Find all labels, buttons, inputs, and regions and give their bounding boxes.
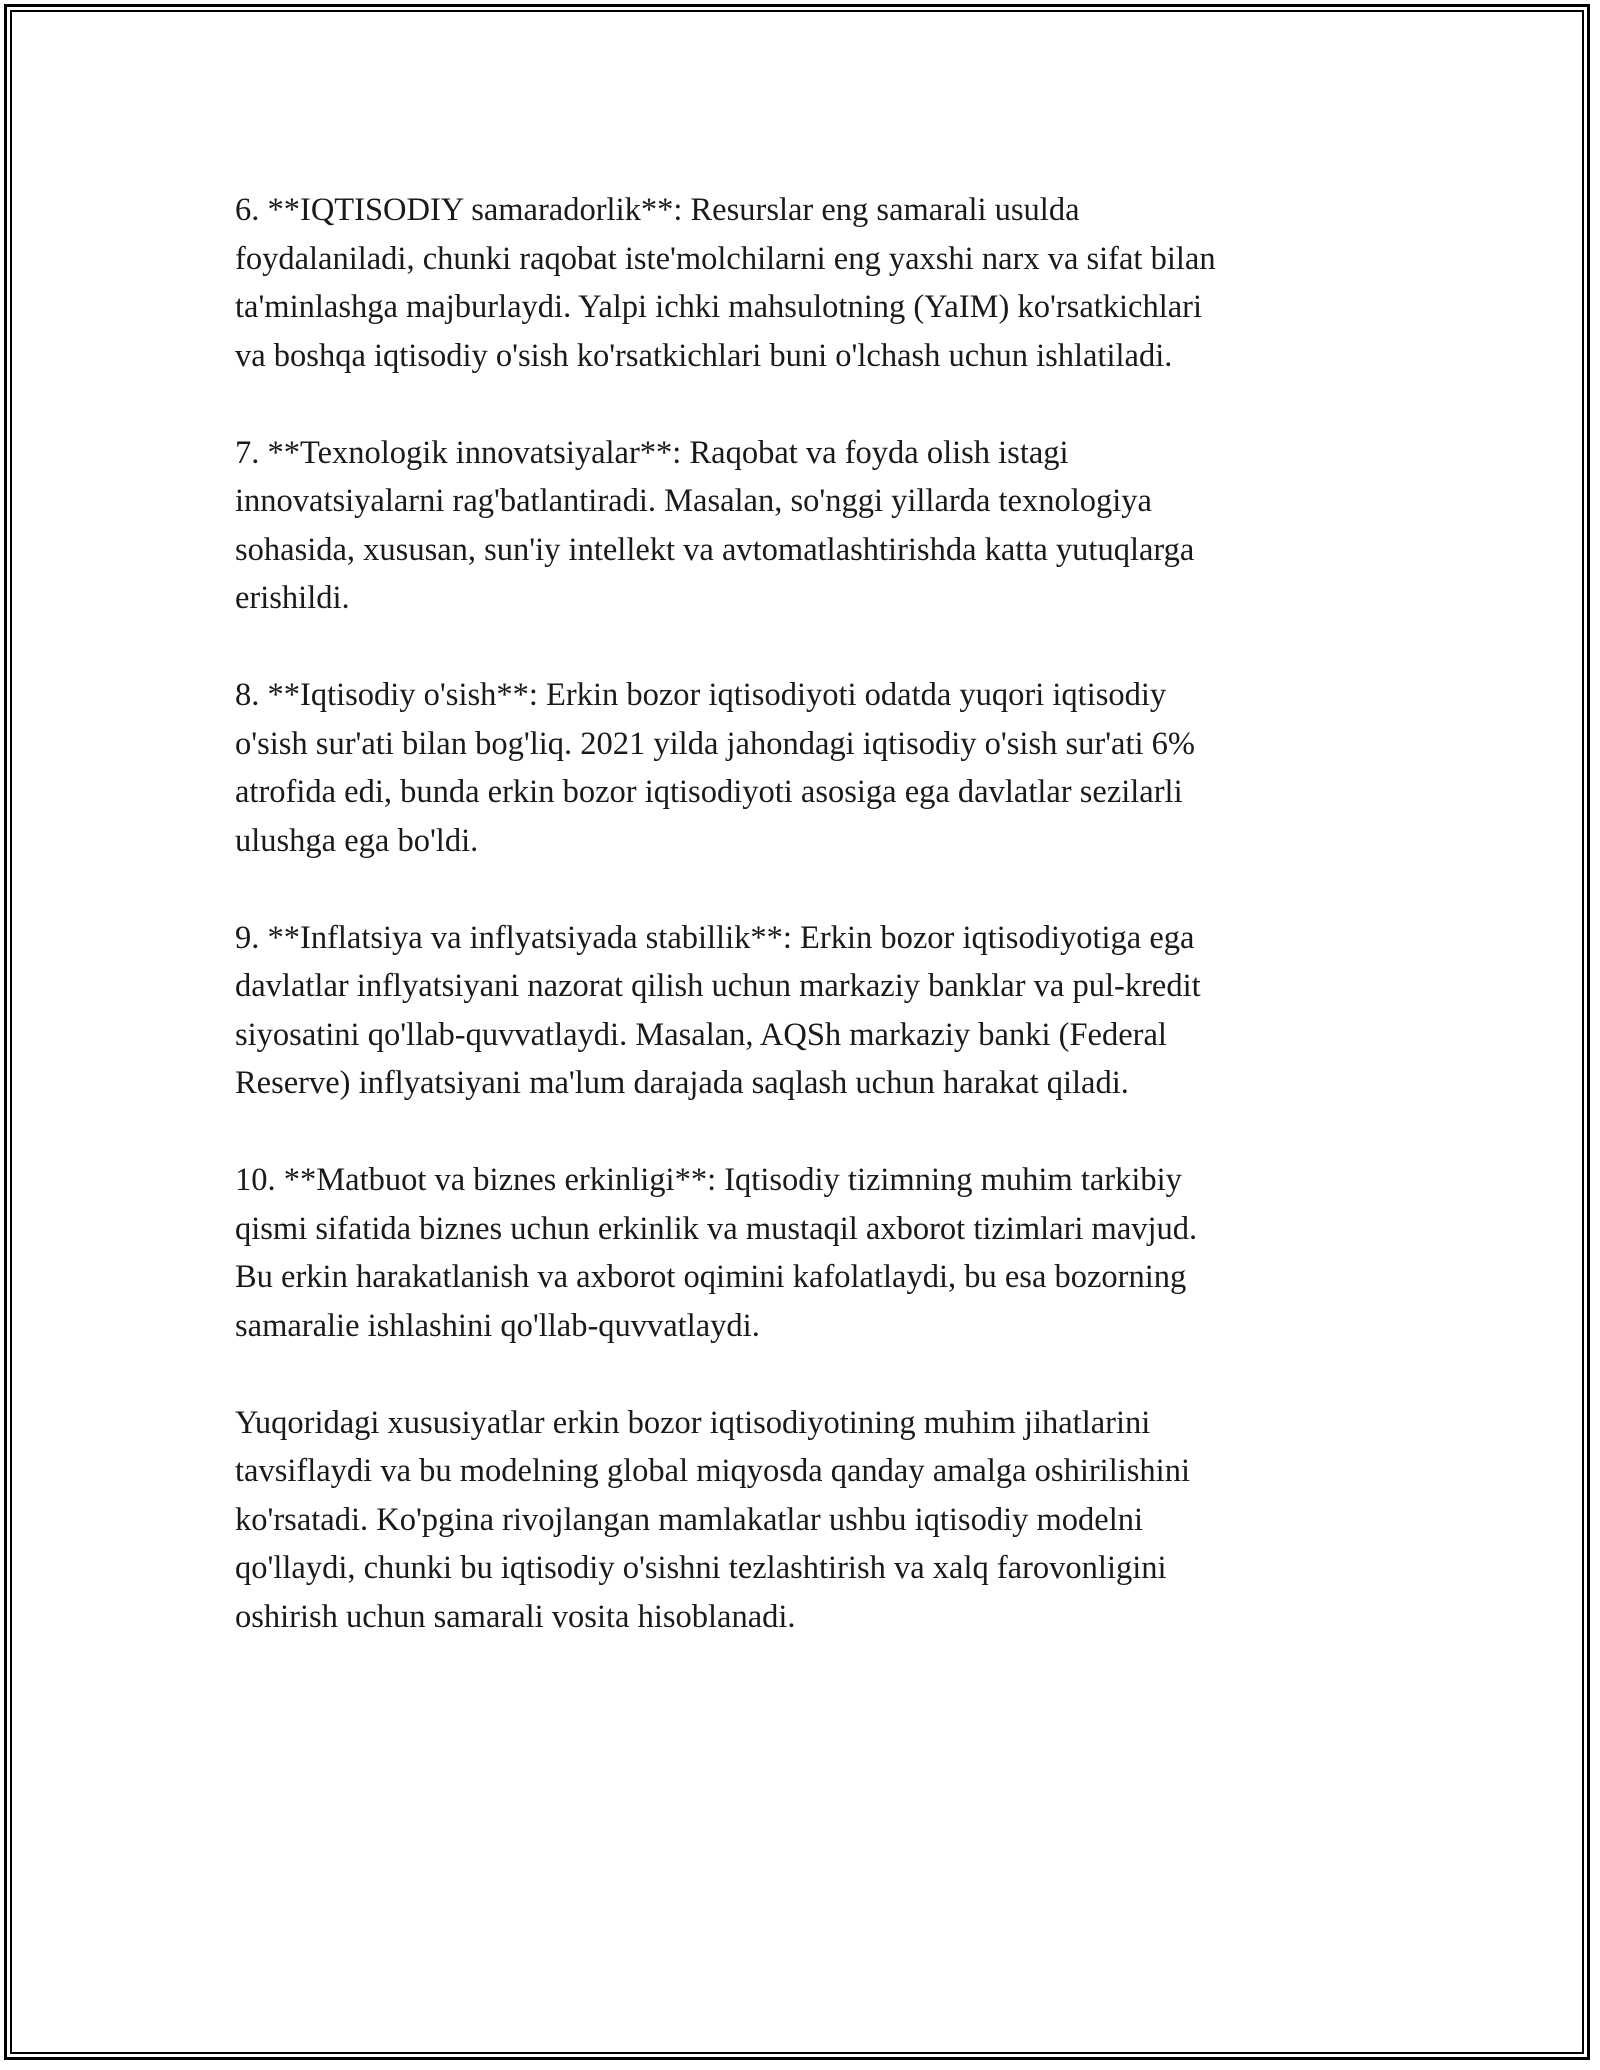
paragraph-technological-innovations xyxy=(235,429,1355,623)
text-line: innovatsiyalarni rag'batlantiradi. Masalan, so'nggi yillarda texnologiya xyxy=(235,483,1152,519)
text-line: atrofida edi, bunda erkin bozor iqtisodiyoti asosiga ega davlatlar sezilarli xyxy=(235,774,1183,810)
text-line: samaralie ishlashini qo'llab-quvvatlaydi. xyxy=(235,1307,760,1344)
text-line: ko'rsatadi. Ko'pgina rivojlangan mamlakatlar ushbu iqtisodiy modelni xyxy=(235,1501,1144,1538)
text-line: Reserve) inflyatsiyani ma'lum darajada saqlash uchun harakat qiladi. xyxy=(235,1065,1129,1101)
paragraph-economic-growth xyxy=(235,671,1355,865)
text-line: sohasida, xususan, sun'iy intellekt va avtomatlashtirishda katta yutuqlarga xyxy=(235,531,1195,568)
text-line: 7. **Texnologik innovatsiyalar**: Raqobat va foyda olish istagi xyxy=(235,434,1069,471)
text-line: 8. **Iqtisodiy o'sish**: Erkin bozor iqtisodiyoti odatda yuqori iqtisodiy xyxy=(235,677,1167,713)
text-line: Bu erkin harakatlanish va axborot oqimini kafolatlaydi, bu esa bozorning xyxy=(235,1259,1187,1295)
document-body xyxy=(235,186,1355,1690)
text-line: oshirish uchun samarali vosita hisoblanadi. xyxy=(235,1598,796,1635)
paragraph-conclusion xyxy=(235,1399,1355,1642)
paragraph-economic-efficiency xyxy=(235,186,1355,380)
text-line: ulushga ega bo'ldi. xyxy=(235,822,479,859)
text-line: qismi sifatida biznes uchun erkinlik va mustaqil axborot tizimlari mavjud. xyxy=(235,1210,1198,1247)
text-line: davlatlar inflyatsiyani nazorat qilish uchun markaziy banklar va pul-kredit xyxy=(235,968,1201,1004)
text-line: 6. **IQTISODIY samaradorlik**: Resurslar eng samarali usulda xyxy=(235,192,1080,228)
text-line: erishildi. xyxy=(235,580,350,616)
text-line: Yuqoridagi xususiyatlar erkin bozor iqtisodiyotining muhim jihatlarini xyxy=(235,1404,1151,1441)
text-line: siyosatini qo'llab-quvvatlaydi. Masalan, AQSh markaziy banki (Federal xyxy=(235,1016,1167,1053)
paragraph-press-business-freedom xyxy=(235,1156,1355,1350)
text-line: tavsiflaydi va bu modelning global miqyosda qanday amalga oshirilishini xyxy=(235,1453,1190,1489)
text-line: 10. **Matbuot va biznes erkinligi**: Iqtisodiy tizimning muhim tarkibiy xyxy=(235,1162,1182,1198)
text-line: ta'minlashga majburlaydi. Yalpi ichki mahsulotning (YaIM) ko'rsatkichlari xyxy=(235,289,1203,325)
text-line: foydalaniladi, chunki raqobat iste'molchilarni eng yaxshi narx va sifat bilan xyxy=(235,240,1216,277)
text-line: va boshqa iqtisodiy o'sish ko'rsatkichlari buni o'lchash uchun ishlatiladi. xyxy=(235,337,1173,374)
text-line: o'sish sur'ati bilan bog'liq. 2021 yilda jahondagi iqtisodiy o'sish sur'ati 6% xyxy=(235,725,1195,762)
text-line: 9. **Inflatsiya va inflyatsiyada stabillik**: Erkin bozor iqtisodiyotiga ega xyxy=(235,919,1195,956)
paragraph-inflation-stability xyxy=(235,914,1355,1108)
text-line: qo'llaydi, chunki bu iqtisodiy o'sishni tezlashtirish va xalq farovonligini xyxy=(235,1550,1167,1586)
